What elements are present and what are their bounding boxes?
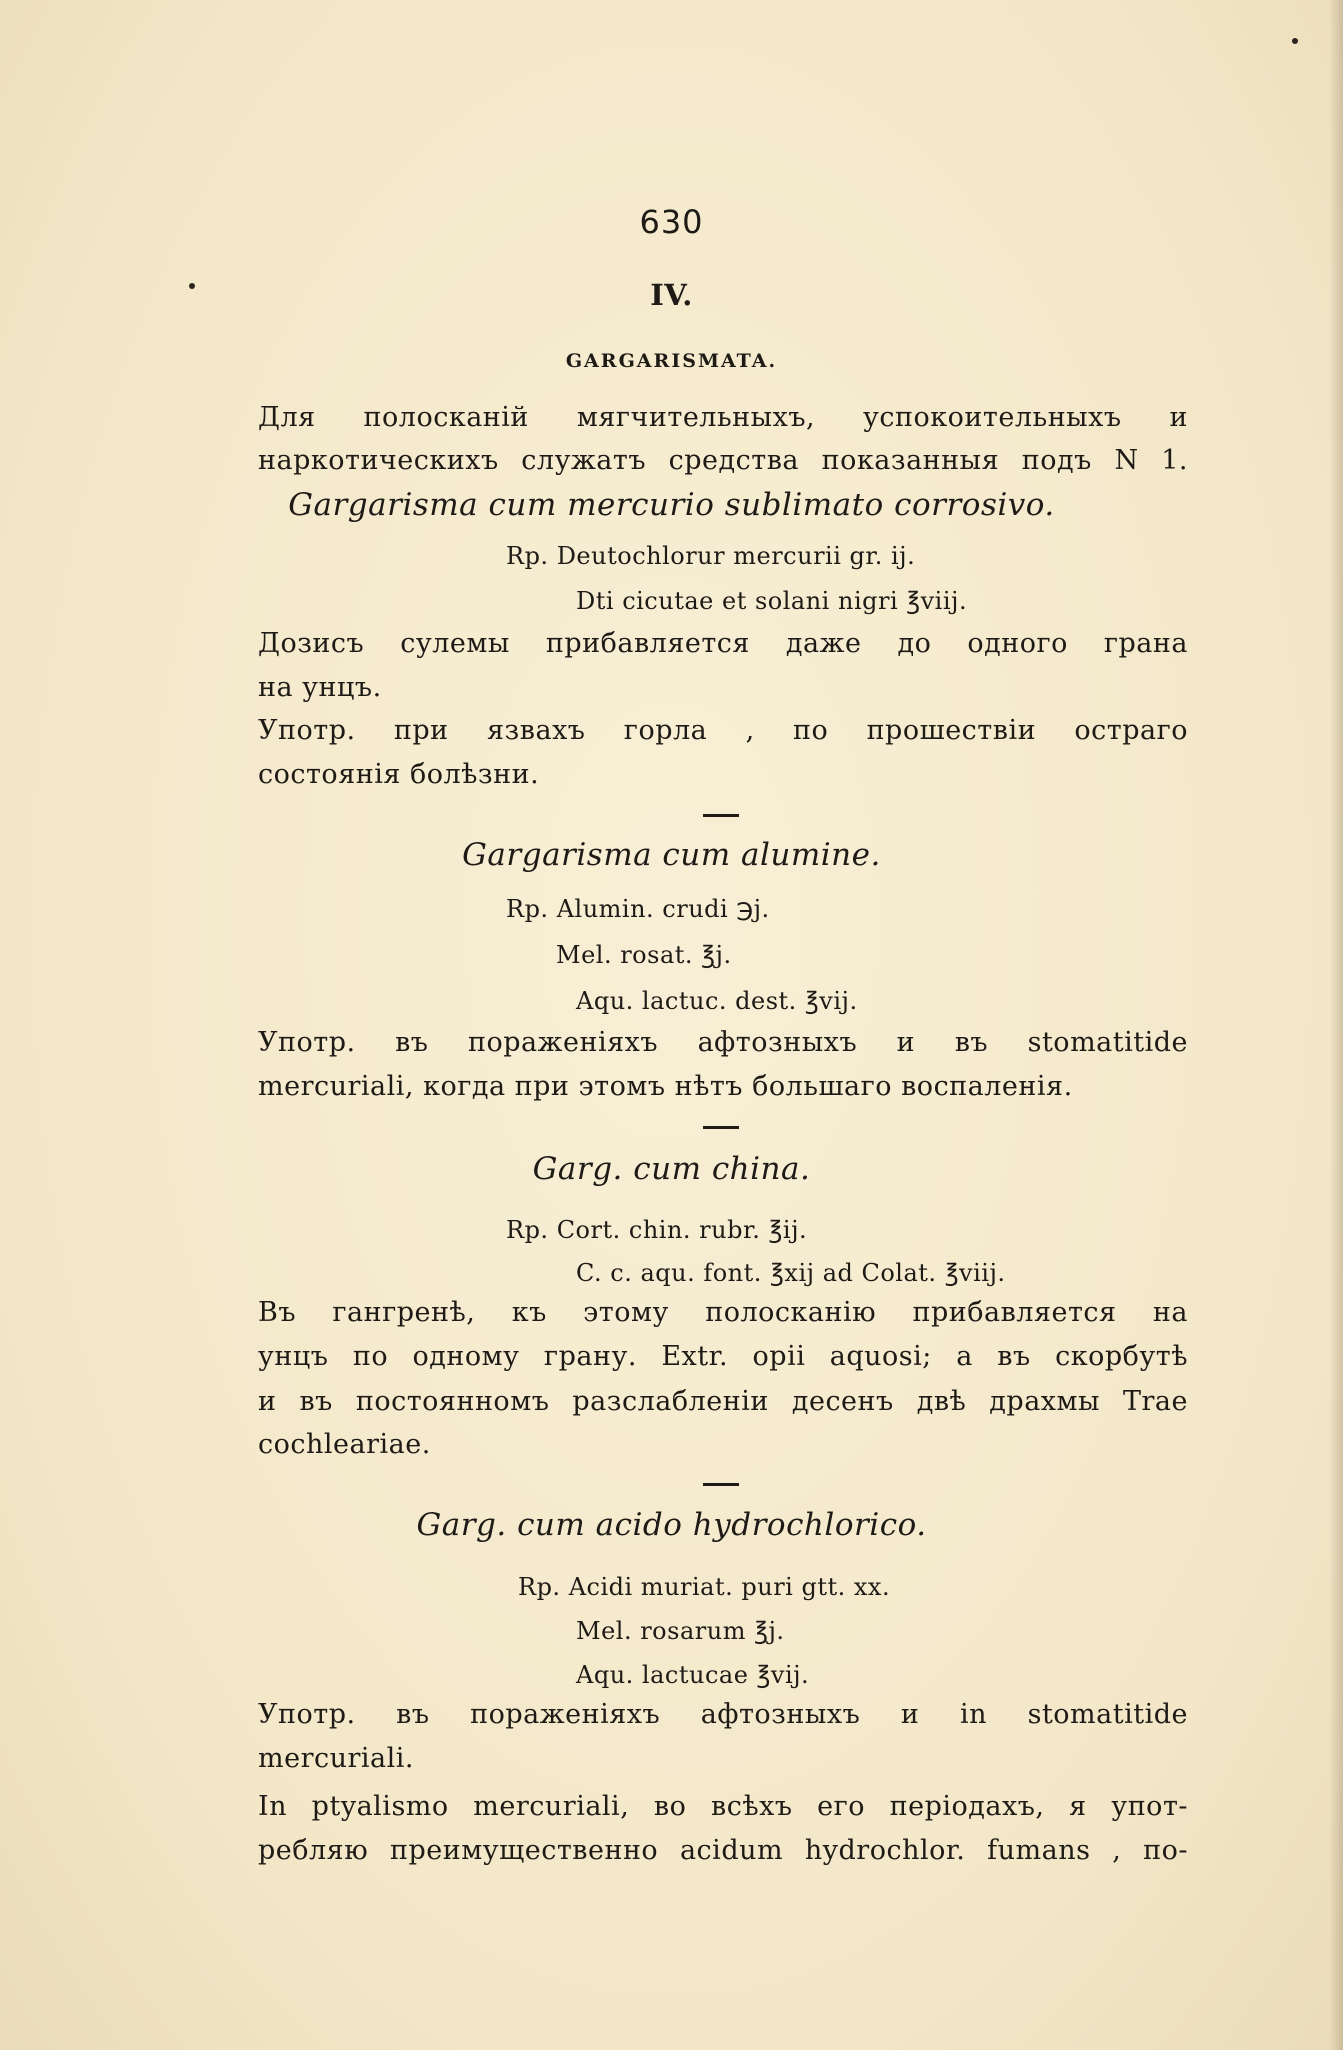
note-line: унцъ по одному грану. Extr. opii aquosi; а въ скорбутѣ [258,1341,1188,1372]
section-title: GARGARISMATA. [565,350,778,372]
note-line: Употр. въ пораженіяхъ афтозныхъ и въ stomatitide [258,1027,1188,1058]
closing-line: ребляю преимущественно acidum hydrochlor. fumans , по- [258,1835,1188,1866]
note-line: Употр. въ пораженіяхъ афтозныхъ и in stomatitide [258,1699,1188,1730]
note-line: cochleariae. [258,1429,431,1460]
section-number: IV. [650,278,693,312]
recipe-line: Aqu. lactucae ℥vij. [576,1661,810,1689]
separator-rule [703,1126,739,1129]
note-line: Въ гангренѣ, къ этому полосканію прибавляется на [258,1297,1188,1328]
note-line: состоянія болѣзни. [258,759,540,790]
separator-rule [703,814,739,817]
intro-line: Для полосканій мягчительныхъ, успокоительныхъ и [258,402,1188,433]
recipe-line: Rp. Alumin. crudi ℈j. [506,895,770,923]
recipe-line: Mel. rosat. ℥j. [556,941,732,969]
note-line: mercuriali. [258,1743,414,1774]
separator-rule [703,1483,739,1486]
note-line: Употр. при язвахъ горла , по прошествіи остраго [258,715,1188,746]
note-line: и въ постоянномъ разслабленіи десенъ двѣ драхмы Trae [258,1386,1188,1417]
ink-speck [1292,38,1298,44]
page-number: 630 [639,203,704,241]
recipe-line: Mel. rosarum ℥j. [576,1617,785,1645]
entry-title: Gargarisma cum mercurio sublimato corrosivo. [288,487,1055,523]
recipe-line: C. c. aqu. font. ℥xij ad Colat. ℥viij. [576,1259,1006,1287]
entry-title: Garg. cum china. [532,1151,811,1187]
note-line: Дозисъ сулемы прибавляется даже до одного грана [258,628,1188,659]
entry-title: Garg. cum acido hydrochlorico. [416,1507,927,1543]
entry-title: Gargarisma cum alumine. [462,837,881,873]
recipe-line: Aqu. lactuc. dest. ℥vij. [576,987,858,1015]
recipe-line: Rp. Acidi muriat. puri gtt. xx. [518,1573,891,1601]
recipe-line: Rp. Deutochlorur mercurii gr. ij. [506,542,916,570]
recipe-line: Dti cicutae et solani nigri ℥viij. [576,587,968,615]
intro-line: наркотическихъ служатъ средства показанныя подъ N 1. [258,445,1188,476]
recipe-line: Rp. Cort. chin. rubr. ℥ij. [506,1216,808,1244]
closing-line: In ptyalismo mercuriali, во всѣхъ его періодахъ, я упот- [258,1791,1188,1822]
note-line: на унцъ. [258,672,382,703]
note-line: mercuriali, когда при этомъ нѣтъ большаго воспаленія. [258,1071,1073,1102]
